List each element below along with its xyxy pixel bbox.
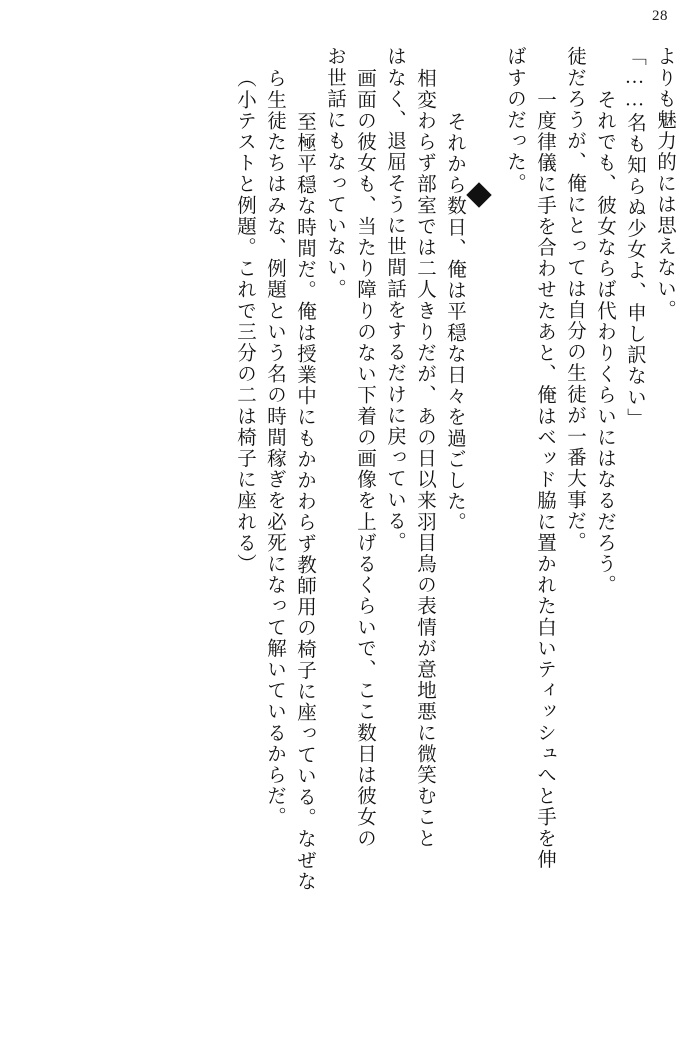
text-column: （小テストと例題。これで三分の二は椅子に座れる） (234, 68, 255, 575)
text-column: はなく、退屈そうに世間話をするだけに戻っている。 (384, 46, 405, 553)
text-column: ばすのだった。 (504, 46, 525, 194)
vertical-text-body (26, 46, 674, 1010)
ornament-column (464, 46, 494, 1001)
text-column: 至極平穏な時間だ。俺は授業中にもかかわらず教師用の椅子に座っている。なぜな (294, 90, 315, 892)
text-column: 「……名も知らぬ少女よ、申し訳ない」 (624, 46, 645, 429)
text-column: お世話にもなっていない。 (324, 46, 345, 300)
text-column: よりも魅力的には思えない。 (654, 46, 675, 321)
text-column: それから数日、俺は平穏な日々を過ごした。 (444, 90, 465, 534)
page-number: 28 (652, 8, 668, 24)
text-column: それでも、彼女ならば代わりくらいにはなるだろう。 (594, 68, 615, 596)
text-column: ら生徒たちはみな、例題という名の時間稼ぎを必死になって解いているからだ。 (264, 68, 285, 828)
text-column: 一度律儀に手を合わせたあと、俺はベッド脇に置かれた白いティッシュへと手を伸 (534, 68, 555, 870)
text-column: 相変わらず部室では二人きりだが、あの日以来羽目鳥の表情が意地悪に微笑むこと (414, 68, 435, 849)
text-column: 画面の彼女も、当たり障りのない下着の画像を上げるくらいで、ここ数日は彼女の (354, 68, 375, 849)
text-column: 徒だろうが、俺にとっては自分の生徒が一番大事だ。 (564, 46, 585, 553)
diamond-ornament-icon (466, 182, 491, 207)
